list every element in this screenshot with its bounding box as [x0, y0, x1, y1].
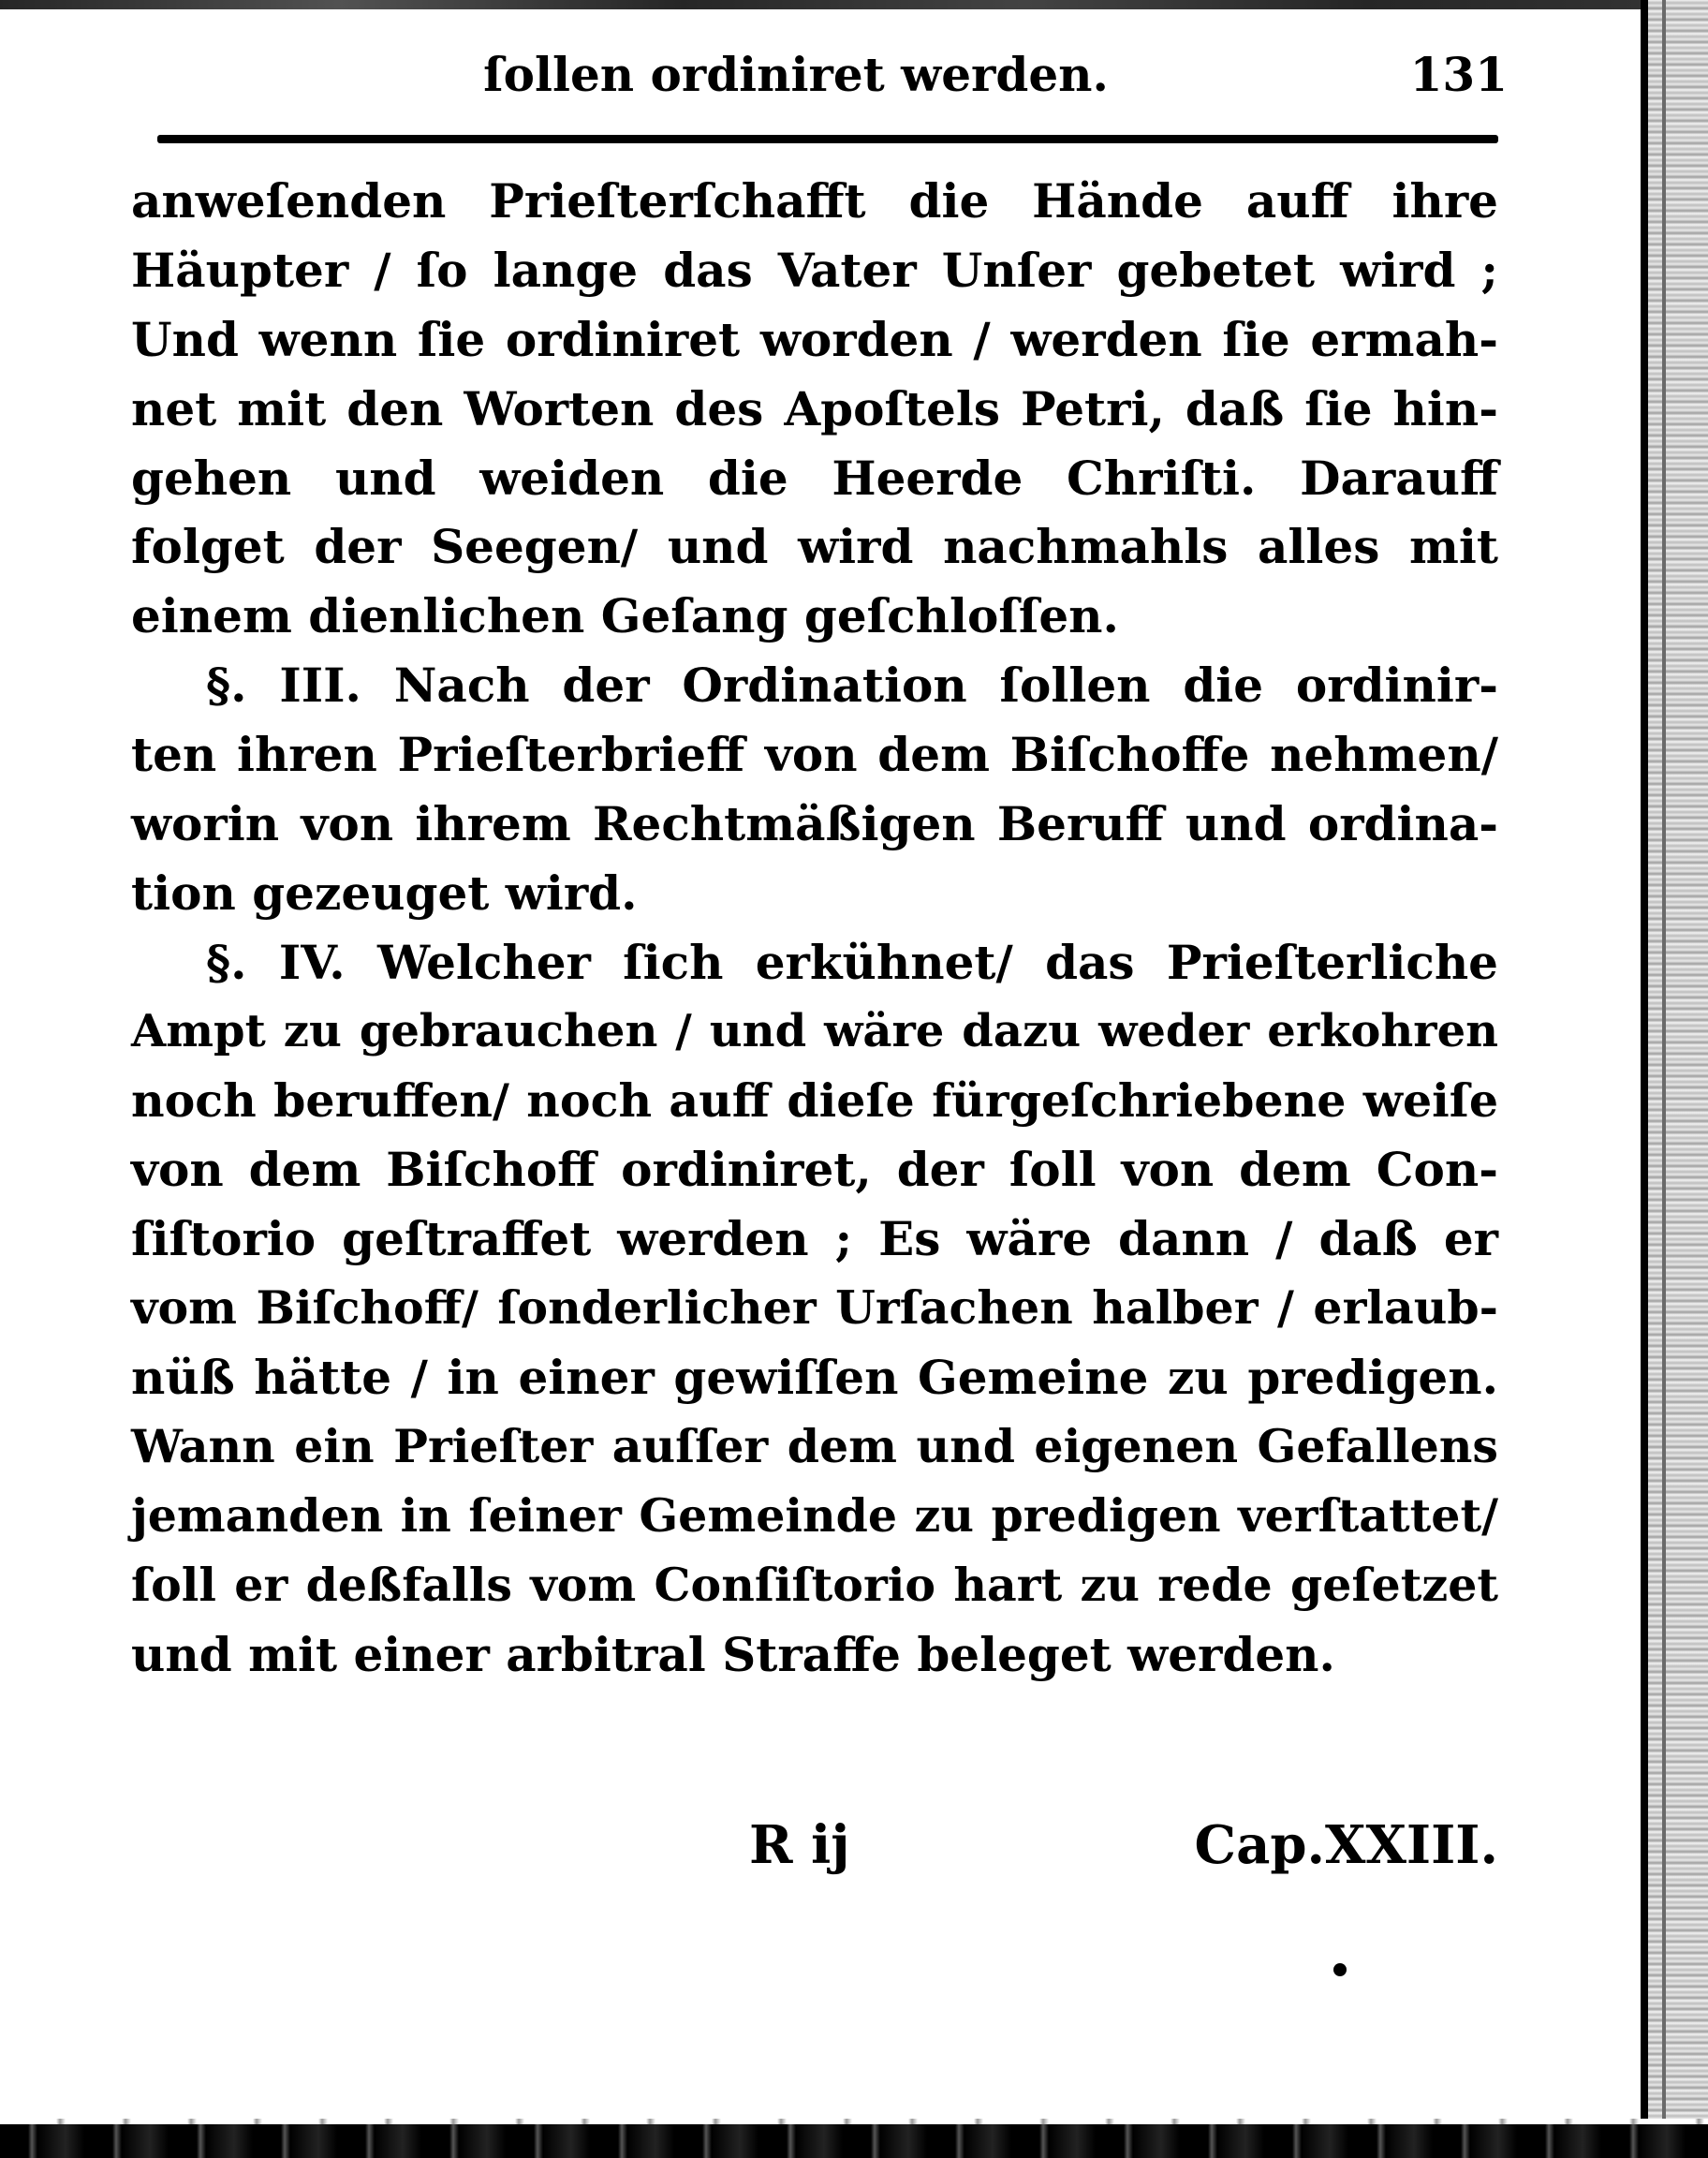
text-line: Häupter / ſo lange das Vater Unſer gebetet wird ; [131, 242, 1498, 298]
text-line: von dem Biſchoff ordiniret, der ſoll von dem Con- [131, 1142, 1498, 1198]
scan-edge-bottom [0, 2124, 1708, 2158]
scan-edge-top [0, 0, 1708, 9]
text-line: vom Biſchoff/ ſonderlicher Urſachen halber / erlaub- [131, 1280, 1498, 1336]
section-heading-line: §. IV. Welcher ſich erkühnet/ das Prieſterliche [206, 934, 1498, 990]
page-number: 131 [1409, 47, 1508, 102]
text-line: und mit einer arbitral Straffe beleget werden. [131, 1626, 1335, 1682]
text-line: net mit den Worten des Apoſtels Petri, daß ſie hin- [131, 380, 1498, 436]
text-line: jemanden in ſeiner Gemeinde zu predigen verſtattet/ [131, 1487, 1498, 1543]
text-line: noch beruffen/ noch auff dieſe fürgeſchriebene weiſe [131, 1072, 1498, 1128]
catchword: Cap.XXIII. [1194, 1814, 1498, 1876]
page-edge-line [1641, 0, 1648, 2158]
section-heading-line: §. III. Nach der Ordination ſollen die ordinir- [206, 658, 1498, 714]
text-line: Und wenn ſie ordiniret worden / werden ſie ermah- [131, 311, 1498, 367]
ink-speck [1333, 1963, 1347, 1976]
text-line: Ampt zu gebrauchen / und wäre dazu weder erkohren [131, 1004, 1498, 1057]
text-line: worin von ihrem Rechtmäßigen Beruff und ordina- [131, 796, 1498, 852]
text-line: ten ihren Prieſterbrieff von dem Biſchoffe nehmen/ [131, 727, 1498, 783]
body-text [131, 167, 1498, 1690]
header-rule [157, 135, 1498, 143]
text-line: einem dienlichen Geſang geſchloſſen. [131, 588, 1119, 644]
text-line: gehen und weiden die Heerde Chriſti. Darauff [131, 450, 1498, 506]
text-line: ſoll er deßfalls vom Conſiſtorio hart zu rede geſetzet [131, 1557, 1498, 1612]
text-line: nüß hätte / in einer gewiſſen Gemeine zu predigen. [131, 1350, 1498, 1406]
text-line: folget der Seegen/ und wird nachmahls alles mit [131, 519, 1498, 575]
page-edge-line-secondary [1662, 0, 1666, 2158]
text-line: tion gezeuget wird. [131, 865, 638, 921]
signature-mark: R ij [749, 1814, 850, 1876]
text-line: ſiſtorio geſtraffet werden ; Es wäre dann / daß er [131, 1211, 1498, 1267]
text-line: anweſenden Prieſterſchafft die Hände auff ihre [131, 173, 1498, 229]
text-line: Wann ein Prieſter auſſer dem und eigenen Gefallens [131, 1419, 1498, 1474]
running-title: ſollen ordiniret werden. [483, 47, 1109, 102]
scan-edge-right [1641, 0, 1708, 2158]
